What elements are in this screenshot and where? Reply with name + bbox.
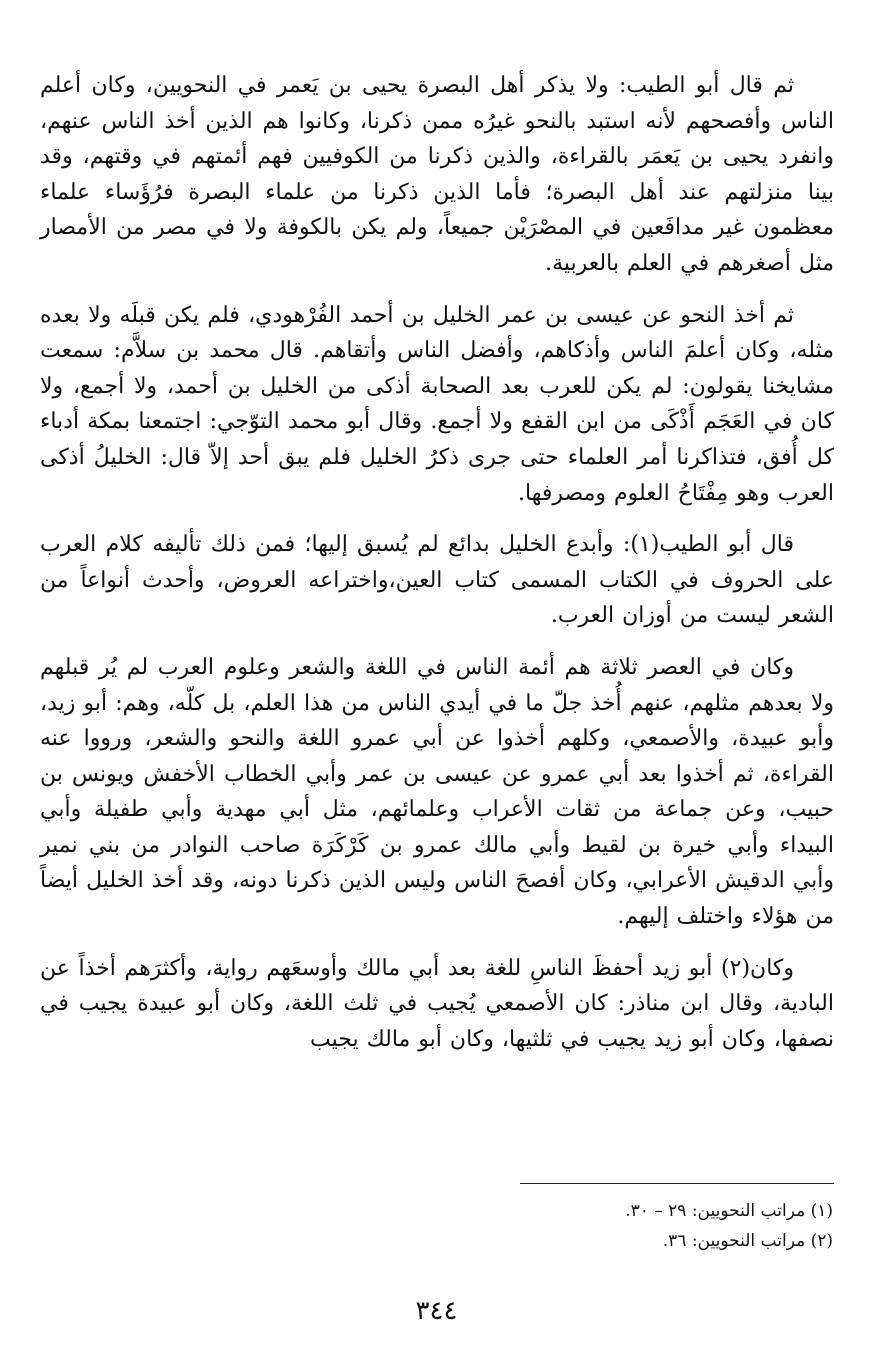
page-body: [40, 68, 834, 1073]
footnote-2: (٢) مراتب النحويين: ٣٦.: [662, 1231, 833, 1251]
paragraph-3: قال أبو الطيب(١): وأبدع الخليل بدائع لم يُسبق إليها؛ فمن ذلك تأليفه كلام العرب على الحروف في الكتاب المسمى كتاب العين،واختراعه العروض، وأحدث أنواعاً من الشعر ليست من أوزان العرب.: [40, 532, 834, 629]
paragraph-5: وكان(٢) أبو زيد أحفظَ الناسِ للغة بعد أبي مالك وأوسعَهم رواية، وأكثرَهم أخذاً عن البادية، وقال ابن مناذر: كان الأصمعي يُجيب في ثلث اللغة، وكان أبو عبيدة يجيب في نصفها، وكان أبو زيد يجيب في ثلثيها، وكان أبو مالك يجيب: [40, 955, 834, 1052]
paragraph-1: ثم قال أبو الطيب: ولا يذكر أهل البصرة يحيى بن يَعمر في النحويين، وكان أعلم الناس وأفصحهم لأنه استبد بالنحو غيرُه ممن ذكرنا، وكانوا هم الذين أخذ الناس عنهم، وانفرد يحيى بن يَعمَر بالقراءة، والذين ذكرنا من الكوفيين فهم أئمتهم في وقتهم، وقد بينا منزلتهم عند أهل البصرة؛ فأما الذين ذكرنا من علماء البصرة فرُؤَساء علماء معظمون غير مدافَعين في المصْرَيْن جميعاً، ولم يكن بالكوفة ولا في مصر من الأمصار مثل أصغرهم في العلم بالعربية.: [40, 73, 834, 276]
paragraph-4: وكان في العصر ثلاثة هم أئمة الناس في اللغة والشعر وعلوم العرب لم يُر قبلهم ولا بعدهم مثلهم، عنهم أُخذ جلّ ما في أيدي الناس من هذا العلم، بل كلّه، وهم: أبو زيد، وأبو عبيدة، والأصمعي، وكلهم أخذوا عن أبي عمرو اللغة والنحو والشعر، ورووا عنه القراءة، ثم أخذوا بعد أبي عمرو عن عيسى بن عمر وأبي الخطاب الأخفش ويونس بن حبيب، وعن جماعة من ثقات الأعراب وعلمائهم، مثل أبي مهدية وأبي طفيلة وأبي البيداء وأبي خيرة بن لقيط وأبي مالك عمرو بن كَرْكَرَة صاحب النوادر من بني نمير وأبي الدقيش الأعرابي، وكان أفصحَ الناس وليس الذين ذكرنا دونه، وقد أخذ الخليل أيضاً من هؤلاء واختلف إليهم.: [40, 654, 834, 930]
footnote-divider: [520, 1183, 834, 1184]
paragraph-2: ثم أخذ النحو عن عيسى بن عمر الخليل بن أحمد الفُرْهودي، فلم يكن قبلَه ولا بعده مثله، وكان أعلمَ الناس وأذكاهم، وأفضل الناس وأتقاهم. قال محمد بن سلاَّم: سمعت مشايخنا يقولون: لم يكن للعرب بعد الصحابة أذكى من الخليل بن أحمد، ولا أجمع، ولا كان في العَجَم أَذْكَى من ابن القفع ولا أجمع. وقال أبو محمد التوّجي: اجتمعنا بمكة أدباء كل أُفق، فتذاكرنا أمر العلماء حتى جرى ذكرُ الخليل فلم يبق أحد إلاّ قال: الخليلُ أذكى العرب وهو مِفْتَاحُ العلوم ومصرفها.: [40, 302, 834, 506]
footnotes: [333, 1196, 833, 1256]
page-number: ٣٤٤: [415, 1296, 458, 1326]
footnote-1: (١) مراتب النحويين: ٢٩ – ٣٠.: [625, 1201, 833, 1221]
